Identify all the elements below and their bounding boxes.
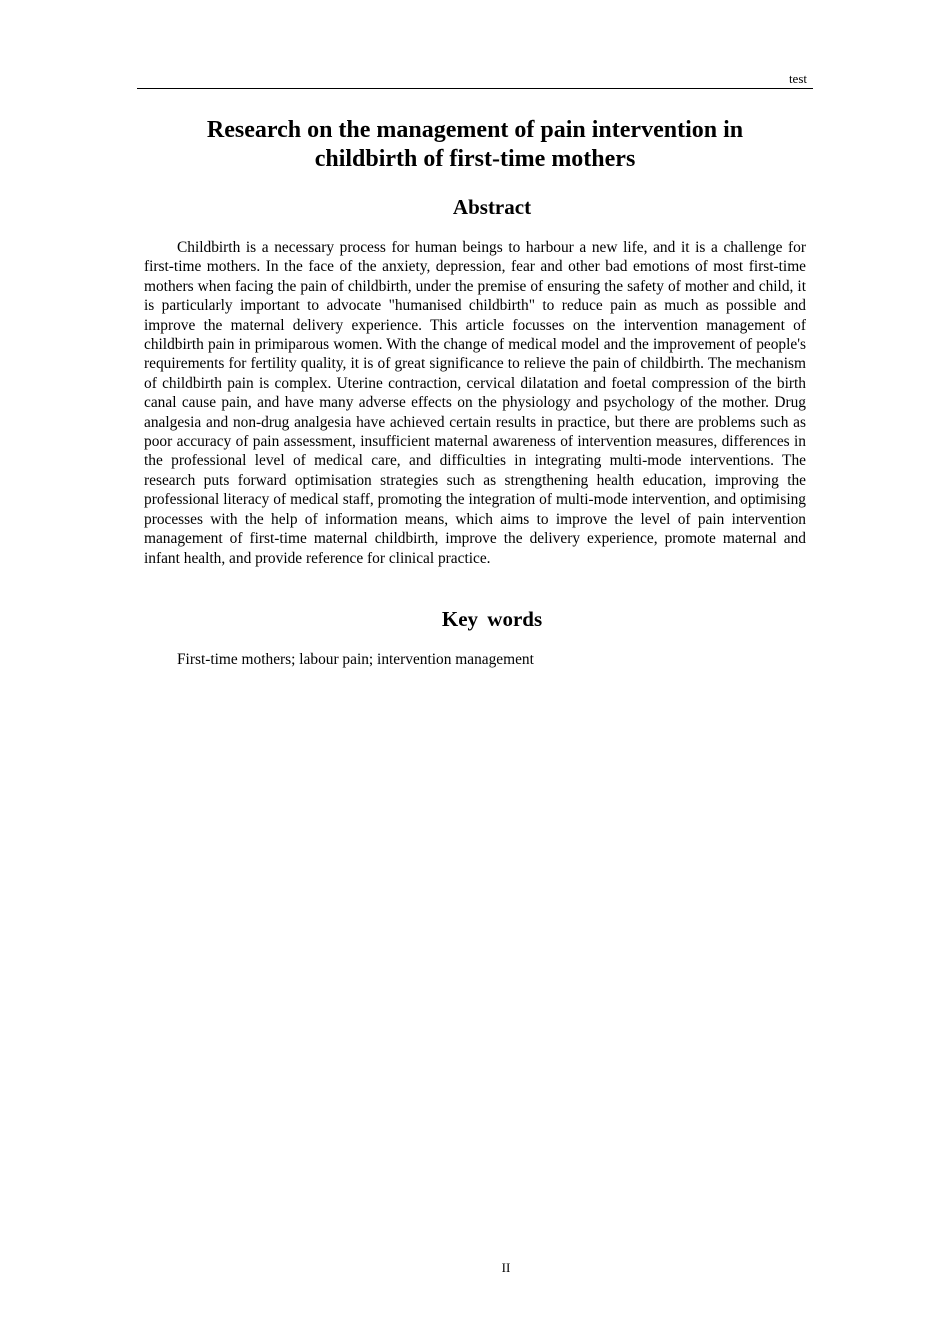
abstract-body: Childbirth is a necessary process for human beings to harbour a new life, and it is a challenge for first-time mothers. In the face of the anxiety, depression, fear and other bad emotions of most first-time mothers when facing the pain of childbirth, under the premise of ensuring the safety of mother and child, it is particularly important to advocate "humanised childbirth" to reduce pain as much as possible and improve the maternal delivery experience. This article focusses on the intervention management of childbirth pain in primiparous women. With the change of medical model and the improvement of people's requirements for fertility quality, it is of great significance to relieve the pain of childbirth. The mechanism of childbirth pain is complex. Uterine contraction, cervical dilatation and foetal compression of the birth canal cause pain, and have many adverse effects on the physiology and psychology of the mother. Drug analgesia and non-drug analgesia have achieved certain results in practice, but there are problems such as poor accuracy of pain assessment, insufficient maternal awareness of intervention measures, differences in the professional level of medical care, and difficulties in integrating multi-mode interventions. The research puts forward optimisation strategies such as strengthening health education, improving the professional literacy of medical staff, promoting the integration of multi-mode intervention, and optimising processes with the help of information means, which aims to improve the level of pain intervention management of first-time maternal childbirth, improve the delivery experience, promote maternal and infant health, and provide reference for clinical practice. [144, 239, 806, 567]
document-title [144, 116, 806, 174]
keywords-heading: Key words [441, 607, 543, 631]
running-header [137, 70, 813, 89]
title-line-2: childbirth of first-time mothers [314, 146, 636, 172]
keywords-body: First-time mothers; labour pain; intervention management [177, 651, 534, 668]
abstract-heading: Abstract [452, 195, 532, 219]
title-line-1: Research on the management of pain intervention in [206, 117, 744, 143]
running-header-text: test [788, 71, 807, 86]
page-number: II [501, 1260, 511, 1275]
